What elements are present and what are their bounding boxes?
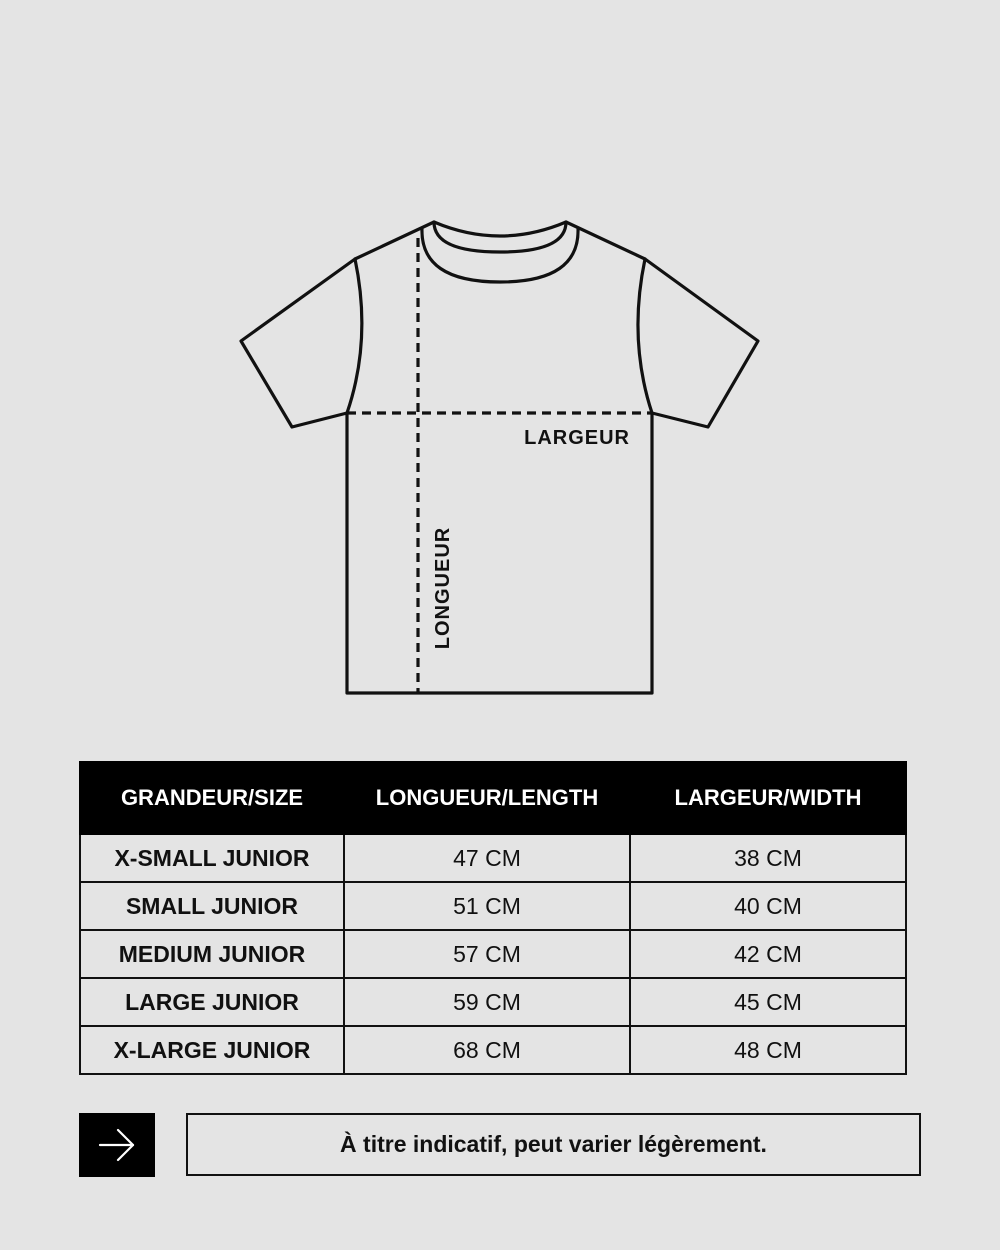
header-width: LARGEUR/WIDTH xyxy=(630,762,906,834)
length-cell: 59 CM xyxy=(344,978,630,1026)
table-row xyxy=(80,882,906,930)
size-cell: X-LARGE JUNIOR xyxy=(80,1026,344,1074)
table-header-row xyxy=(80,762,906,834)
table-row xyxy=(80,930,906,978)
header-length: LONGUEUR/LENGTH xyxy=(344,762,630,834)
width-cell: 40 CM xyxy=(630,882,906,930)
length-cell: 47 CM xyxy=(344,834,630,882)
tshirt-outline xyxy=(241,222,758,693)
table-row xyxy=(80,978,906,1026)
header-size: GRANDEUR/SIZE xyxy=(80,762,344,834)
arrow-button[interactable] xyxy=(79,1113,155,1177)
size-cell: LARGE JUNIOR xyxy=(80,978,344,1026)
length-cell: 57 CM xyxy=(344,930,630,978)
size-cell: MEDIUM JUNIOR xyxy=(80,930,344,978)
arrow-right-icon xyxy=(97,1125,137,1165)
size-cell: X-SMALL JUNIOR xyxy=(80,834,344,882)
width-cell: 48 CM xyxy=(630,1026,906,1074)
table-row xyxy=(80,834,906,882)
width-cell: 38 CM xyxy=(630,834,906,882)
size-chart-table xyxy=(79,761,907,1075)
table-row xyxy=(80,1026,906,1074)
right-armhole-seam xyxy=(638,259,652,413)
size-cell: SMALL JUNIOR xyxy=(80,882,344,930)
length-label: LONGUEUR xyxy=(432,526,454,650)
disclaimer-text: À titre indicatif, peut varier légèrement. xyxy=(340,1131,767,1157)
length-cell: 68 CM xyxy=(344,1026,630,1074)
width-cell: 45 CM xyxy=(630,978,906,1026)
width-cell: 42 CM xyxy=(630,930,906,978)
width-label: LARGEUR xyxy=(524,427,630,449)
disclaimer-note xyxy=(186,1113,921,1176)
left-armhole-seam xyxy=(347,259,362,413)
length-cell: 51 CM xyxy=(344,882,630,930)
